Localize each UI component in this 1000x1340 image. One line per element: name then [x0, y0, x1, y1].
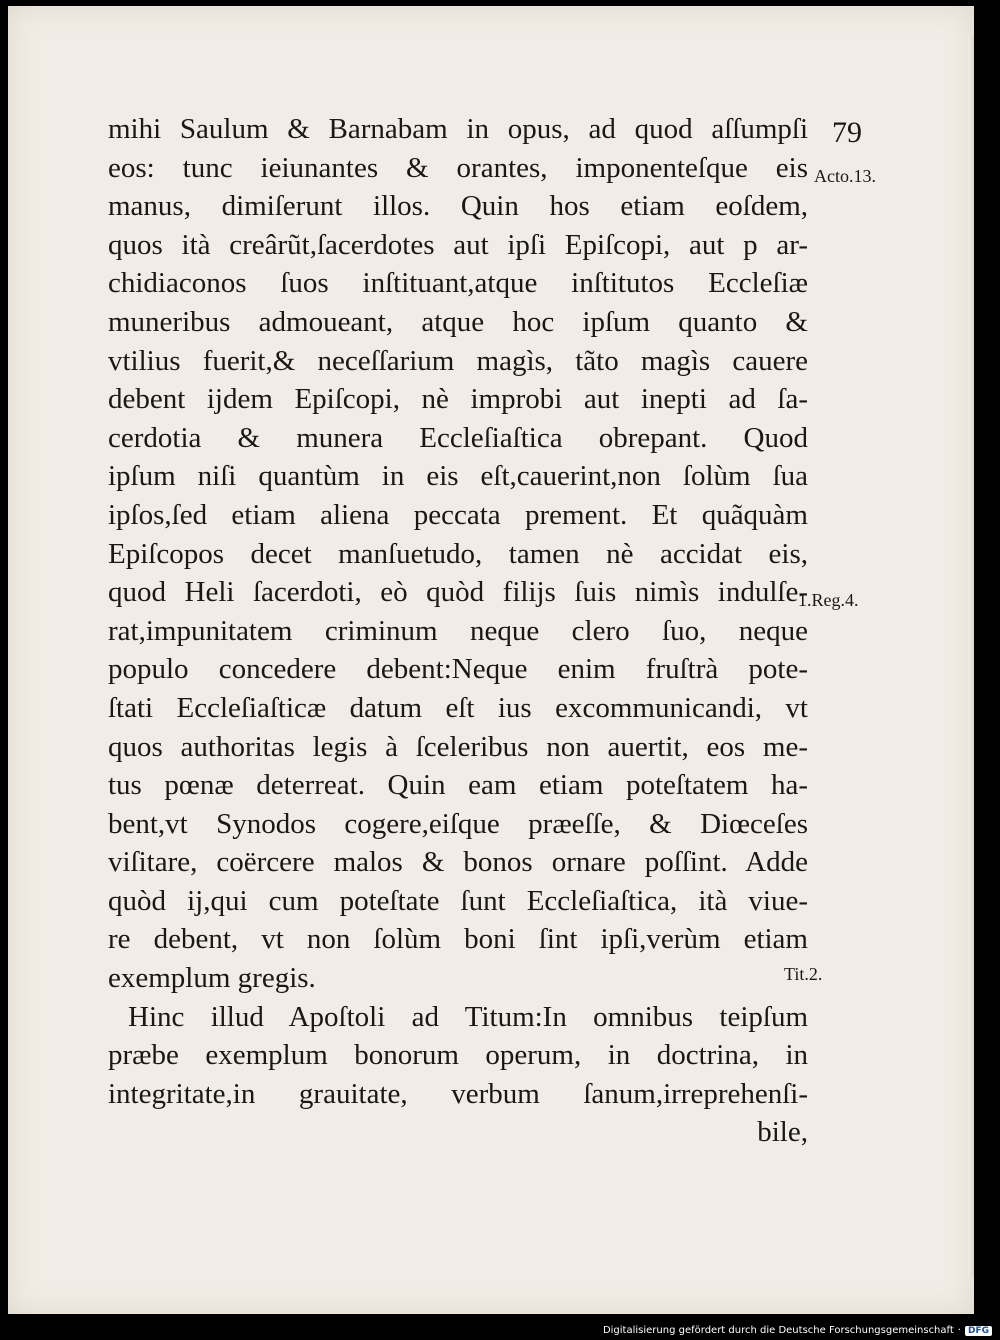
- text-line: populo concedere debent:Neque enim fruſtrà pote-: [108, 653, 808, 686]
- dfg-logo: DFG: [965, 1326, 992, 1336]
- text-line: ipſos,ſed etiam aliena peccata prement. Et quãquàm: [108, 498, 808, 531]
- text-line: vtilius fuerit,& neceſſarium magìs, tãto magìs cauere: [108, 344, 808, 377]
- text-line: quos ità creârũt,ſacerdotes aut ipſi Epiſcopi, aut p ar-: [108, 228, 808, 261]
- text-line: tus pœnæ deterreat. Quin eam etiam poteſtatem ha-: [108, 769, 808, 802]
- text-line: Hinc illud Apoſtoli ad Titum:In omnibus teipſum: [128, 1000, 808, 1033]
- text-line: ſtati Eccleſiaſticæ datum eſt ius excommunicandi, vt: [108, 691, 808, 724]
- text-line: præbe exemplum bonorum operum, in doctrina, in: [108, 1039, 808, 1072]
- marginal-note: Tit.2.: [784, 964, 823, 984]
- text-line: quòd ij,qui cum poteſtate ſunt Eccleſiaſtica, ità viue-: [108, 884, 808, 917]
- text-line: debent ijdem Epiſcopi, nè improbi aut inepti ad ſa-: [108, 383, 808, 416]
- marginal-note: 1.Reg.4.: [798, 590, 859, 610]
- text-line: ipſum niſi quantùm in eis eſt,cauerint,non ſolùm ſua: [108, 460, 808, 493]
- text-line: viſitare, coërcere malos & bonos ornare poſſint. Adde: [108, 846, 808, 879]
- text-line: chidiaconos ſuos inſtituant,atque inſtitutos Eccleſiæ: [108, 267, 808, 300]
- footer-text: Digitalisierung gefördert durch die Deutsche Forschungsgemeinschaft: [602, 1325, 954, 1336]
- text-line: eos: tunc ieiunantes & orantes, imponenteſque eis: [108, 151, 808, 184]
- text-line: exemplum gregis.: [108, 962, 316, 995]
- page-edge: [968, 36, 974, 1276]
- text-line: quos authoritas legis à ſceleribus non auertit, eos me-: [108, 730, 808, 763]
- text-line: Epiſcopos decet manſuetudo, tamen nè accidat eis,: [108, 537, 808, 570]
- text-line: rat,impunitatem criminum neque clero ſuo, neque: [108, 614, 808, 647]
- catchword: bile,: [757, 1116, 808, 1149]
- text-line: muneribus admoueant, atque hoc ipſum quanto &: [108, 305, 808, 338]
- page-number: 79: [832, 116, 862, 149]
- text-line: mihi Saulum & Barnabam in opus, ad quod aſſumpſi: [108, 113, 808, 145]
- text-line: manus, dimiſerunt illos. Quin hos etiam eoſdem,: [108, 190, 808, 223]
- text-line: re debent, vt non ſolùm boni ſint ipſi,verùm etiam: [108, 923, 808, 956]
- text-line: cerdotia & munera Eccleſiaſtica obrepant. Quod: [108, 421, 808, 454]
- marginal-note: Acto.13.: [814, 166, 876, 186]
- text-line: quod Heli ſacerdoti, eò quòd filijs ſuis nimìs indulſe-: [108, 576, 808, 609]
- text-line: bent,vt Synodos cogere,eiſque præeſſe, & Diœceſes: [108, 807, 808, 840]
- digitization-footer: Digitalisierung gefördert durch die Deutsche Forschungsgemeinschaft · DFG: [603, 1325, 992, 1336]
- body-text: [108, 110, 808, 1152]
- text-line: integritate,in grauitate, verbum ſanum,irreprehenſi-: [108, 1077, 808, 1110]
- book-page: [8, 6, 974, 1314]
